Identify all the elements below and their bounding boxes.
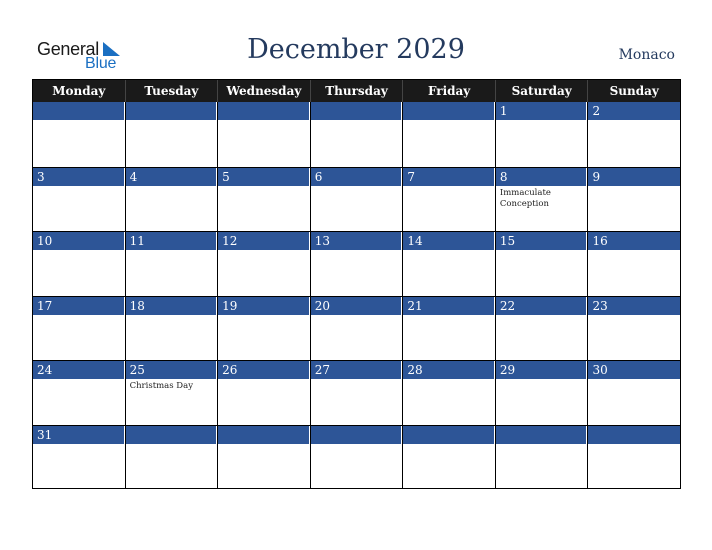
calendar-day-cell [126,426,219,490]
day-number [403,102,495,120]
calendar-day-cell [126,168,219,232]
calendar-day-cell [311,426,404,490]
day-number: 29 [496,361,588,379]
calendar-day-cell [33,297,126,361]
day-number: 4 [126,168,218,186]
day-number: 5 [218,168,310,186]
day-number [33,102,125,120]
day-number: 21 [403,297,495,315]
calendar-day-cell [33,168,126,232]
day-number: 30 [588,361,680,379]
calendar-day-cell [33,232,126,296]
calendar-day-cell [403,426,496,490]
calendar-week-row [33,360,680,425]
calendar-grid [32,79,681,489]
day-number: 3 [33,168,125,186]
calendar-day-cell [403,232,496,296]
calendar-day-cell [588,297,680,361]
calendar-week-row [33,296,680,361]
day-number [403,426,495,444]
country-label: Monaco [618,47,675,63]
calendar-day-cell [218,361,311,425]
day-number: 27 [311,361,403,379]
day-number: 13 [311,232,403,250]
day-number: 6 [311,168,403,186]
calendar-day-cell [496,361,589,425]
calendar-day-cell [311,361,404,425]
calendar-day-cell [218,232,311,296]
day-number [311,102,403,120]
calendar-day-cell [311,168,404,232]
calendar-day-cell [126,232,219,296]
day-number: 7 [403,168,495,186]
day-number: 1 [496,102,588,120]
calendar-day-cell [33,361,126,425]
weekday-sunday: Sunday [609,84,659,98]
calendar-day-cell [403,102,496,167]
calendar-day-cell [588,168,680,232]
calendar-day-cell [496,102,589,167]
day-number [496,426,588,444]
calendar-week-row [33,167,680,232]
day-number: 16 [588,232,680,250]
page-title: December 2029 [247,34,465,65]
calendar-day-cell [218,102,311,167]
weekday-friday: Friday [403,80,496,102]
weekday-wednesday: Wednesday [218,80,311,102]
weekday-tuesday: Tuesday [126,80,219,102]
weekday-saturday: Saturday [496,80,589,102]
calendar-day-cell [311,232,404,296]
calendar-day-cell [126,361,219,425]
calendar-day-cell [403,361,496,425]
calendar-day-cell [218,426,311,490]
calendar-day-cell [496,297,589,361]
calendar-day-cell [588,426,680,490]
day-number: 20 [311,297,403,315]
day-number [218,102,310,120]
day-number: 14 [403,232,495,250]
day-number: 22 [496,297,588,315]
calendar-day-cell [588,102,680,167]
day-number: 12 [218,232,310,250]
weekday-thursday: Thursday [311,80,404,102]
logo-text-general: General [37,39,99,59]
day-number [588,426,680,444]
calendar-day-cell [588,361,680,425]
calendar-day-cell [403,168,496,232]
logo-text-blue: Blue [85,55,117,72]
calendar-day-cell [496,168,589,232]
calendar-day-cell [126,297,219,361]
calendar-day-cell [33,102,126,167]
day-number [126,426,218,444]
day-number [311,426,403,444]
calendar-day-cell [588,232,680,296]
day-number: 24 [33,361,125,379]
day-number: 19 [218,297,310,315]
calendar-week-row [33,231,680,296]
calendar-day-cell [218,168,311,232]
calendar-day-cell [126,102,219,167]
day-number: 18 [126,297,218,315]
day-number: 26 [218,361,310,379]
day-number: 25 [126,361,218,379]
day-number: 8 [496,168,588,186]
day-number: 17 [33,297,125,315]
holiday-label: Immaculate Conception [499,187,551,209]
calendar-day-cell [311,102,404,167]
day-number: 2 [588,102,680,120]
day-number: 28 [403,361,495,379]
calendar-weeks [33,102,680,489]
day-number: 31 [33,426,125,444]
holiday-label: Christmas Day [129,381,193,391]
calendar-week-row [33,425,680,490]
calendar-day-cell [33,426,126,490]
calendar-day-cell [311,297,404,361]
day-number [126,102,218,120]
calendar-day-cell [496,426,589,490]
day-number [218,426,310,444]
day-number: 23 [588,297,680,315]
day-number: 11 [126,232,218,250]
weekday-header-row [33,80,680,102]
weekday-monday: Monday [33,80,126,102]
calendar-day-cell [496,232,589,296]
calendar-day-cell [403,297,496,361]
day-number: 10 [33,232,125,250]
day-number: 15 [496,232,588,250]
day-number: 9 [588,168,680,186]
calendar-week-row [33,102,680,167]
calendar-day-cell [218,297,311,361]
